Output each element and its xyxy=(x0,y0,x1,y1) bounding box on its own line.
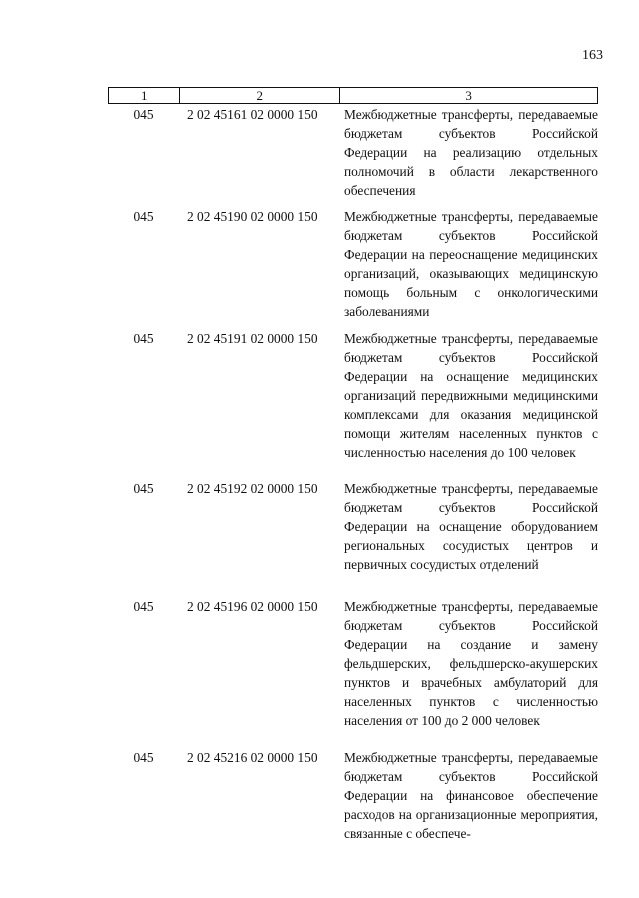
admin-code: 045 xyxy=(133,599,154,614)
column-header-2: 2 xyxy=(180,88,340,104)
description: Межбюджетные трансферты, передаваемые бюджетам субъектов Российской Федерации на оснащение оборудованием региональных сосудистых центров и первичных сосудистых отделений xyxy=(344,481,598,572)
description: Межбюджетные трансферты, передаваемые бюджетам субъектов Российской Федерации на оснащение медицинских организаций передвижными медицинскими комплексами для оказания медицинской помощи жителям населенных пунктов с численностью населения до 100 человек xyxy=(344,331,598,460)
budget-code: 2 02 45196 02 0000 150 xyxy=(187,599,318,614)
description: Межбюджетные трансферты, передаваемые бюджетам субъектов Российской Федерации на переоснащение медицинских организаций, оказывающих медицинскую помощь больным с онкологическими заболеваниями xyxy=(344,209,598,319)
column-header-3: 3 xyxy=(340,88,598,104)
description: Межбюджетные трансферты, передаваемые бюджетам субъектов Российской Федерации на реализацию отдельных полномочий в области лекарственного обеспечения xyxy=(344,107,598,198)
budget-code: 2 02 45161 02 0000 150 xyxy=(187,107,318,122)
budget-code: 2 02 45192 02 0000 150 xyxy=(187,481,318,496)
column-header-1: 1 xyxy=(109,88,180,104)
admin-code: 045 xyxy=(133,750,154,765)
budget-code: 2 02 45216 02 0000 150 xyxy=(187,750,318,765)
admin-code: 045 xyxy=(133,209,154,224)
page-number: 163 xyxy=(582,48,603,63)
description: Межбюджетные трансферты, передаваемые бюджетам субъектов Российской Федерации на финансовое обеспечение расходов на организационные мероприятия, связанные с обеспече- xyxy=(344,750,598,841)
admin-code: 045 xyxy=(133,331,154,346)
column-header-row xyxy=(109,88,598,104)
admin-code: 045 xyxy=(133,481,154,496)
column-header-table xyxy=(108,87,598,104)
budget-code: 2 02 45190 02 0000 150 xyxy=(187,209,318,224)
admin-code: 045 xyxy=(133,107,154,122)
budget-code: 2 02 45191 02 0000 150 xyxy=(187,331,318,346)
description: Межбюджетные трансферты, передаваемые бюджетам субъектов Российской Федерации на создание и замену фельдшерских, фельдшерско-акушерских пунктов и врачебных амбулаторий для населенных пунктов с численностью населения от 100 до 2 000 человек xyxy=(344,599,598,728)
